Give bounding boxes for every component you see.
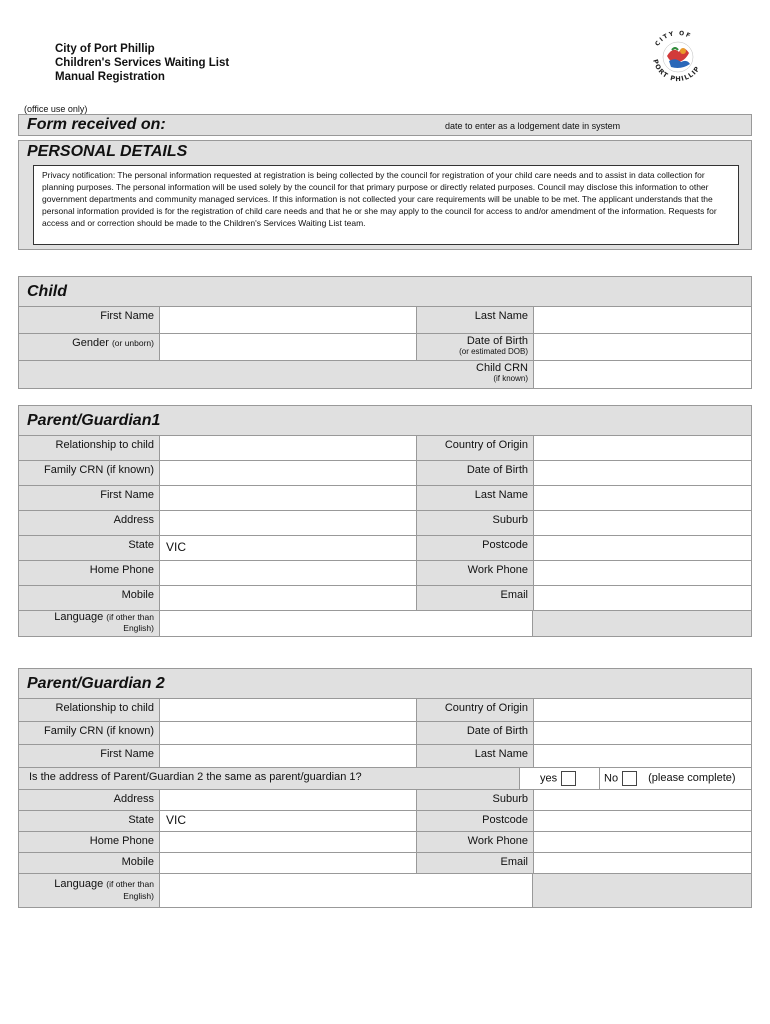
pg1-language-note1: (if other than (106, 612, 154, 622)
pg2-section-title: Parent/Guardian 2 (19, 669, 751, 699)
child-crn-row (19, 361, 751, 388)
pg1-mobile-label: Mobile (19, 586, 159, 610)
form-title: Manual Registration (55, 71, 165, 83)
lodgement-date-hint: date to enter as a lodgement date in system (445, 121, 621, 131)
pg2-dob-input[interactable] (533, 722, 751, 744)
form-received-label: Form received on: (27, 116, 166, 133)
pg2-work-phone-input[interactable] (533, 832, 751, 852)
child-section-title: Child (19, 277, 751, 307)
pg2-last-name-label: Last Name (417, 745, 533, 767)
child-name-row (19, 307, 751, 334)
pg1-last-name-label: Last Name (417, 486, 533, 510)
child-dob-label (417, 334, 533, 360)
child-gender-input[interactable] (159, 334, 417, 360)
pg2-language-label (19, 874, 159, 907)
pg1-first-name-input[interactable] (159, 486, 417, 510)
pg2-postcode-label: Postcode (417, 811, 533, 831)
child-gender-note: (or unborn) (111, 338, 154, 348)
pg1-suburb-label: Suburb (417, 511, 533, 535)
child-crn-input[interactable] (533, 361, 751, 388)
org-name: City of Port Phillip (55, 43, 155, 55)
pg2-postcode-input[interactable] (533, 811, 751, 831)
pg1-language-note2: English) (123, 623, 154, 633)
pg1-work-phone-input[interactable] (533, 561, 751, 585)
personal-details-title: PERSONAL DETAILS (27, 143, 188, 160)
pg2-home-phone-input[interactable] (159, 832, 417, 852)
form-subtitle: Children's Services Waiting List (55, 57, 230, 69)
pg2-language-filler (533, 874, 751, 907)
pg2-yes-option (519, 768, 599, 789)
pg2-relationship-label: Relationship to child (19, 699, 159, 721)
pg1-family-crn-input[interactable] (159, 461, 417, 485)
child-gender-text: Gender (72, 337, 109, 349)
child-dob-input[interactable] (533, 334, 751, 360)
pg2-language-note1: (if other than (106, 879, 154, 889)
pg2-suburb-label: Suburb (417, 790, 533, 810)
pg2-family-crn-label: Family CRN (if known) (19, 722, 159, 744)
pg1-family-crn-label: Family CRN (if known) (19, 461, 159, 485)
office-use-box (18, 114, 752, 136)
pg1-mobile-input[interactable] (159, 586, 417, 610)
pg2-dob-label: Date of Birth (417, 722, 533, 744)
child-first-name-label: First Name (19, 307, 159, 333)
pg2-state-label: State (19, 811, 159, 831)
pg2-row-crn (19, 722, 751, 745)
pg2-no-option (599, 768, 751, 789)
child-gender-label (19, 334, 159, 360)
pg2-last-name-input[interactable] (533, 745, 751, 767)
child-first-name-input[interactable] (159, 307, 417, 333)
pg1-relationship-input[interactable] (159, 436, 417, 460)
child-section (18, 276, 752, 389)
pg2-relationship-input[interactable] (159, 699, 417, 721)
pg2-email-label: Email (417, 853, 533, 873)
svg-text:CITY OF: CITY OF (653, 29, 693, 48)
pg1-row-phone (19, 561, 751, 586)
pg1-address-label: Address (19, 511, 159, 535)
pg1-work-phone-label: Work Phone (417, 561, 533, 585)
pg1-address-input[interactable] (159, 511, 417, 535)
pg1-home-phone-label: Home Phone (19, 561, 159, 585)
pg2-first-name-label: First Name (19, 745, 159, 767)
child-crn-text: Child CRN (476, 362, 528, 374)
pg1-language-input[interactable] (159, 611, 533, 636)
pg2-yes-checkbox[interactable] (561, 771, 576, 786)
pg2-family-crn-input[interactable] (159, 722, 417, 744)
pg2-row-name (19, 745, 751, 768)
pg1-country-label: Country of Origin (417, 436, 533, 460)
pg2-yes-label: yes (540, 772, 558, 785)
pg2-row-same-address (19, 768, 751, 790)
pg1-dob-label: Date of Birth (417, 461, 533, 485)
office-use-note: (office use only) (24, 104, 88, 114)
pg2-language-note2: English) (123, 891, 154, 901)
pg2-same-address-question: Is the address of Parent/Guardian 2 the same as parent/guardian 1? (19, 768, 519, 789)
pg2-mobile-label: Mobile (19, 853, 159, 873)
pg2-row-language (19, 874, 751, 907)
pg2-row-state (19, 811, 751, 832)
child-dob-text: Date of Birth (466, 335, 528, 347)
child-crn-note: (if known) (493, 374, 528, 383)
pg1-row-state (19, 536, 751, 561)
child-last-name-input[interactable] (533, 307, 751, 333)
pg1-row-mobile (19, 586, 751, 611)
pg2-first-name-input[interactable] (159, 745, 417, 767)
pg2-work-phone-label: Work Phone (417, 832, 533, 852)
pg2-row-address (19, 790, 751, 811)
pg1-postcode-label: Postcode (417, 536, 533, 560)
child-gender-row (19, 334, 751, 361)
pg2-no-label: No (604, 772, 619, 785)
pg1-row-language (19, 611, 751, 636)
personal-details-section (18, 140, 752, 250)
pg1-suburb-input[interactable] (533, 511, 751, 535)
council-logo-icon (645, 26, 711, 88)
privacy-notice: Privacy notification: The personal information requested at registration is being collected by the council for registration of your child care needs and to assist in data collection for planning purposes. The personal information will be used solely by the council for that primary purpose or directly related purposes. Council may disclose this information to other government departments and community managed services. If this information is not collected your care requirements will be unable to be met. The applicant understands that the personal information provided is for the registration of child care needs and that he or she may apply to the council for access to and/or amendment of the information. Requests for access and or correction should be made to the Children's Services Waiting List team. (33, 165, 739, 245)
pg2-row-phone (19, 832, 751, 853)
pg1-row-crn (19, 461, 751, 486)
pg1-state-label: State (19, 536, 159, 560)
pg2-row-relationship (19, 699, 751, 722)
pg1-postcode-input[interactable] (533, 536, 751, 560)
pg1-row-relationship (19, 436, 751, 461)
child-last-name-label: Last Name (417, 307, 533, 333)
pg1-language-text: Language (54, 611, 104, 623)
pg2-address-label: Address (19, 790, 159, 810)
pg2-home-phone-label: Home Phone (19, 832, 159, 852)
child-crn-label (19, 361, 533, 388)
pg2-country-label: Country of Origin (417, 699, 533, 721)
pg1-home-phone-input[interactable] (159, 561, 417, 585)
child-dob-note: (or estimated DOB) (459, 347, 528, 356)
pg1-country-input[interactable] (533, 436, 751, 460)
pg2-language-text: Language (54, 878, 104, 890)
pg1-email-input[interactable] (533, 586, 751, 610)
pg2-mobile-input[interactable] (159, 853, 417, 873)
pg2-email-input[interactable] (533, 853, 751, 873)
pg1-row-name (19, 486, 751, 511)
svg-text:PORT PHILLIP: PORT PHILLIP (651, 58, 702, 84)
parent-guardian-2-section (18, 668, 752, 908)
pg1-email-label: Email (417, 586, 533, 610)
pg1-language-label (19, 611, 159, 636)
pg2-language-input[interactable] (159, 874, 533, 907)
pg2-country-input[interactable] (533, 699, 751, 721)
pg2-suburb-input[interactable] (533, 790, 751, 810)
pg1-first-name-label: First Name (19, 486, 159, 510)
pg1-relationship-label: Relationship to child (19, 436, 159, 460)
pg1-last-name-input[interactable] (533, 486, 751, 510)
pg2-row-mobile (19, 853, 751, 874)
pg2-address-input[interactable] (159, 790, 417, 810)
pg1-language-filler (533, 611, 751, 636)
pg2-no-checkbox[interactable] (622, 771, 637, 786)
pg2-please-complete: (please complete) (648, 772, 736, 785)
pg2-state-input[interactable]: VIC (159, 811, 417, 831)
pg1-section-title: Parent/Guardian1 (19, 406, 751, 436)
pg1-state-input[interactable]: VIC (159, 536, 417, 560)
pg1-row-address (19, 511, 751, 536)
parent-guardian-1-section (18, 405, 752, 637)
pg1-dob-input[interactable] (533, 461, 751, 485)
